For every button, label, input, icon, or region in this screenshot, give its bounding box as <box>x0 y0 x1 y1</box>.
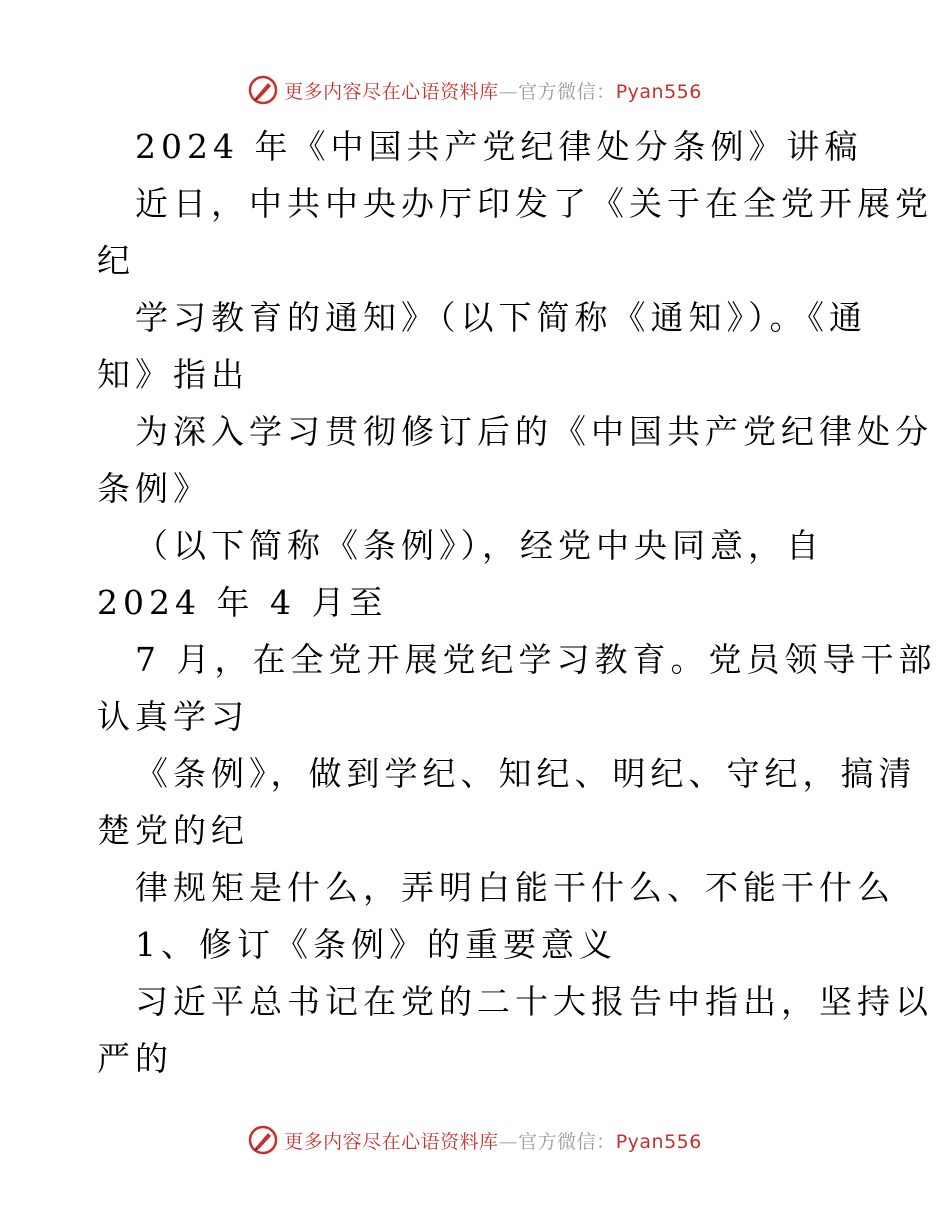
doc-line: 条例》 <box>97 469 211 508</box>
pen-logo-icon <box>248 1125 278 1155</box>
doc-line: 认真学习 <box>97 697 249 736</box>
footer-banner <box>0 1120 950 1160</box>
doc-line: 近日，中共中央办厅印发了《关于在全党开展党 <box>135 184 933 223</box>
banner-main-text: 更多内容尽在心语资料库 <box>284 1130 499 1153</box>
doc-line: 严的 <box>97 1039 173 1078</box>
doc-title: 2024 年《中国共产党纪律处分条例》讲稿 <box>135 127 863 166</box>
banner-dash: — <box>498 1130 519 1153</box>
section-heading: 1、修订《条例》的重要意义 <box>135 925 617 964</box>
doc-line: （以下简称《条例》），经党中央同意，自 <box>135 526 824 565</box>
document-body <box>97 118 937 1087</box>
banner-text <box>284 77 702 104</box>
doc-line: 律规矩是什么，弄明白能干什么、不能干什么 <box>135 868 895 907</box>
banner-sub-text: 官方微信： <box>518 80 616 103</box>
doc-line: 学习教育的通知》（以下简称《通知》）。《通 <box>135 298 867 337</box>
doc-line: 纪 <box>97 241 135 280</box>
banner-text <box>284 1127 702 1154</box>
header-banner <box>0 70 950 110</box>
banner-wechat-id: Pyan556 <box>615 1130 702 1153</box>
doc-line: 为深入学习贯彻修订后的《中国共产党纪律处分 <box>135 412 933 451</box>
pen-logo-icon <box>248 75 278 105</box>
banner-wechat-id: Pyan556 <box>615 80 702 103</box>
banner-main-text: 更多内容尽在心语资料库 <box>284 80 499 103</box>
banner-sub-text: 官方微信： <box>518 1130 616 1153</box>
doc-line: 《条例》，做到学纪、知纪、明纪、守纪，搞清 <box>135 754 917 793</box>
doc-line: 习近平总书记在党的二十大报告中指出，坚持以 <box>135 982 933 1021</box>
doc-line: 7 月，在全党开展党纪学习教育。党员领导干部 <box>135 640 937 679</box>
banner-dash: — <box>498 80 519 103</box>
doc-line: 楚党的纪 <box>97 811 249 850</box>
doc-line: 知》指出 <box>97 355 249 394</box>
doc-line: 2024 年 4 月至 <box>97 583 388 622</box>
